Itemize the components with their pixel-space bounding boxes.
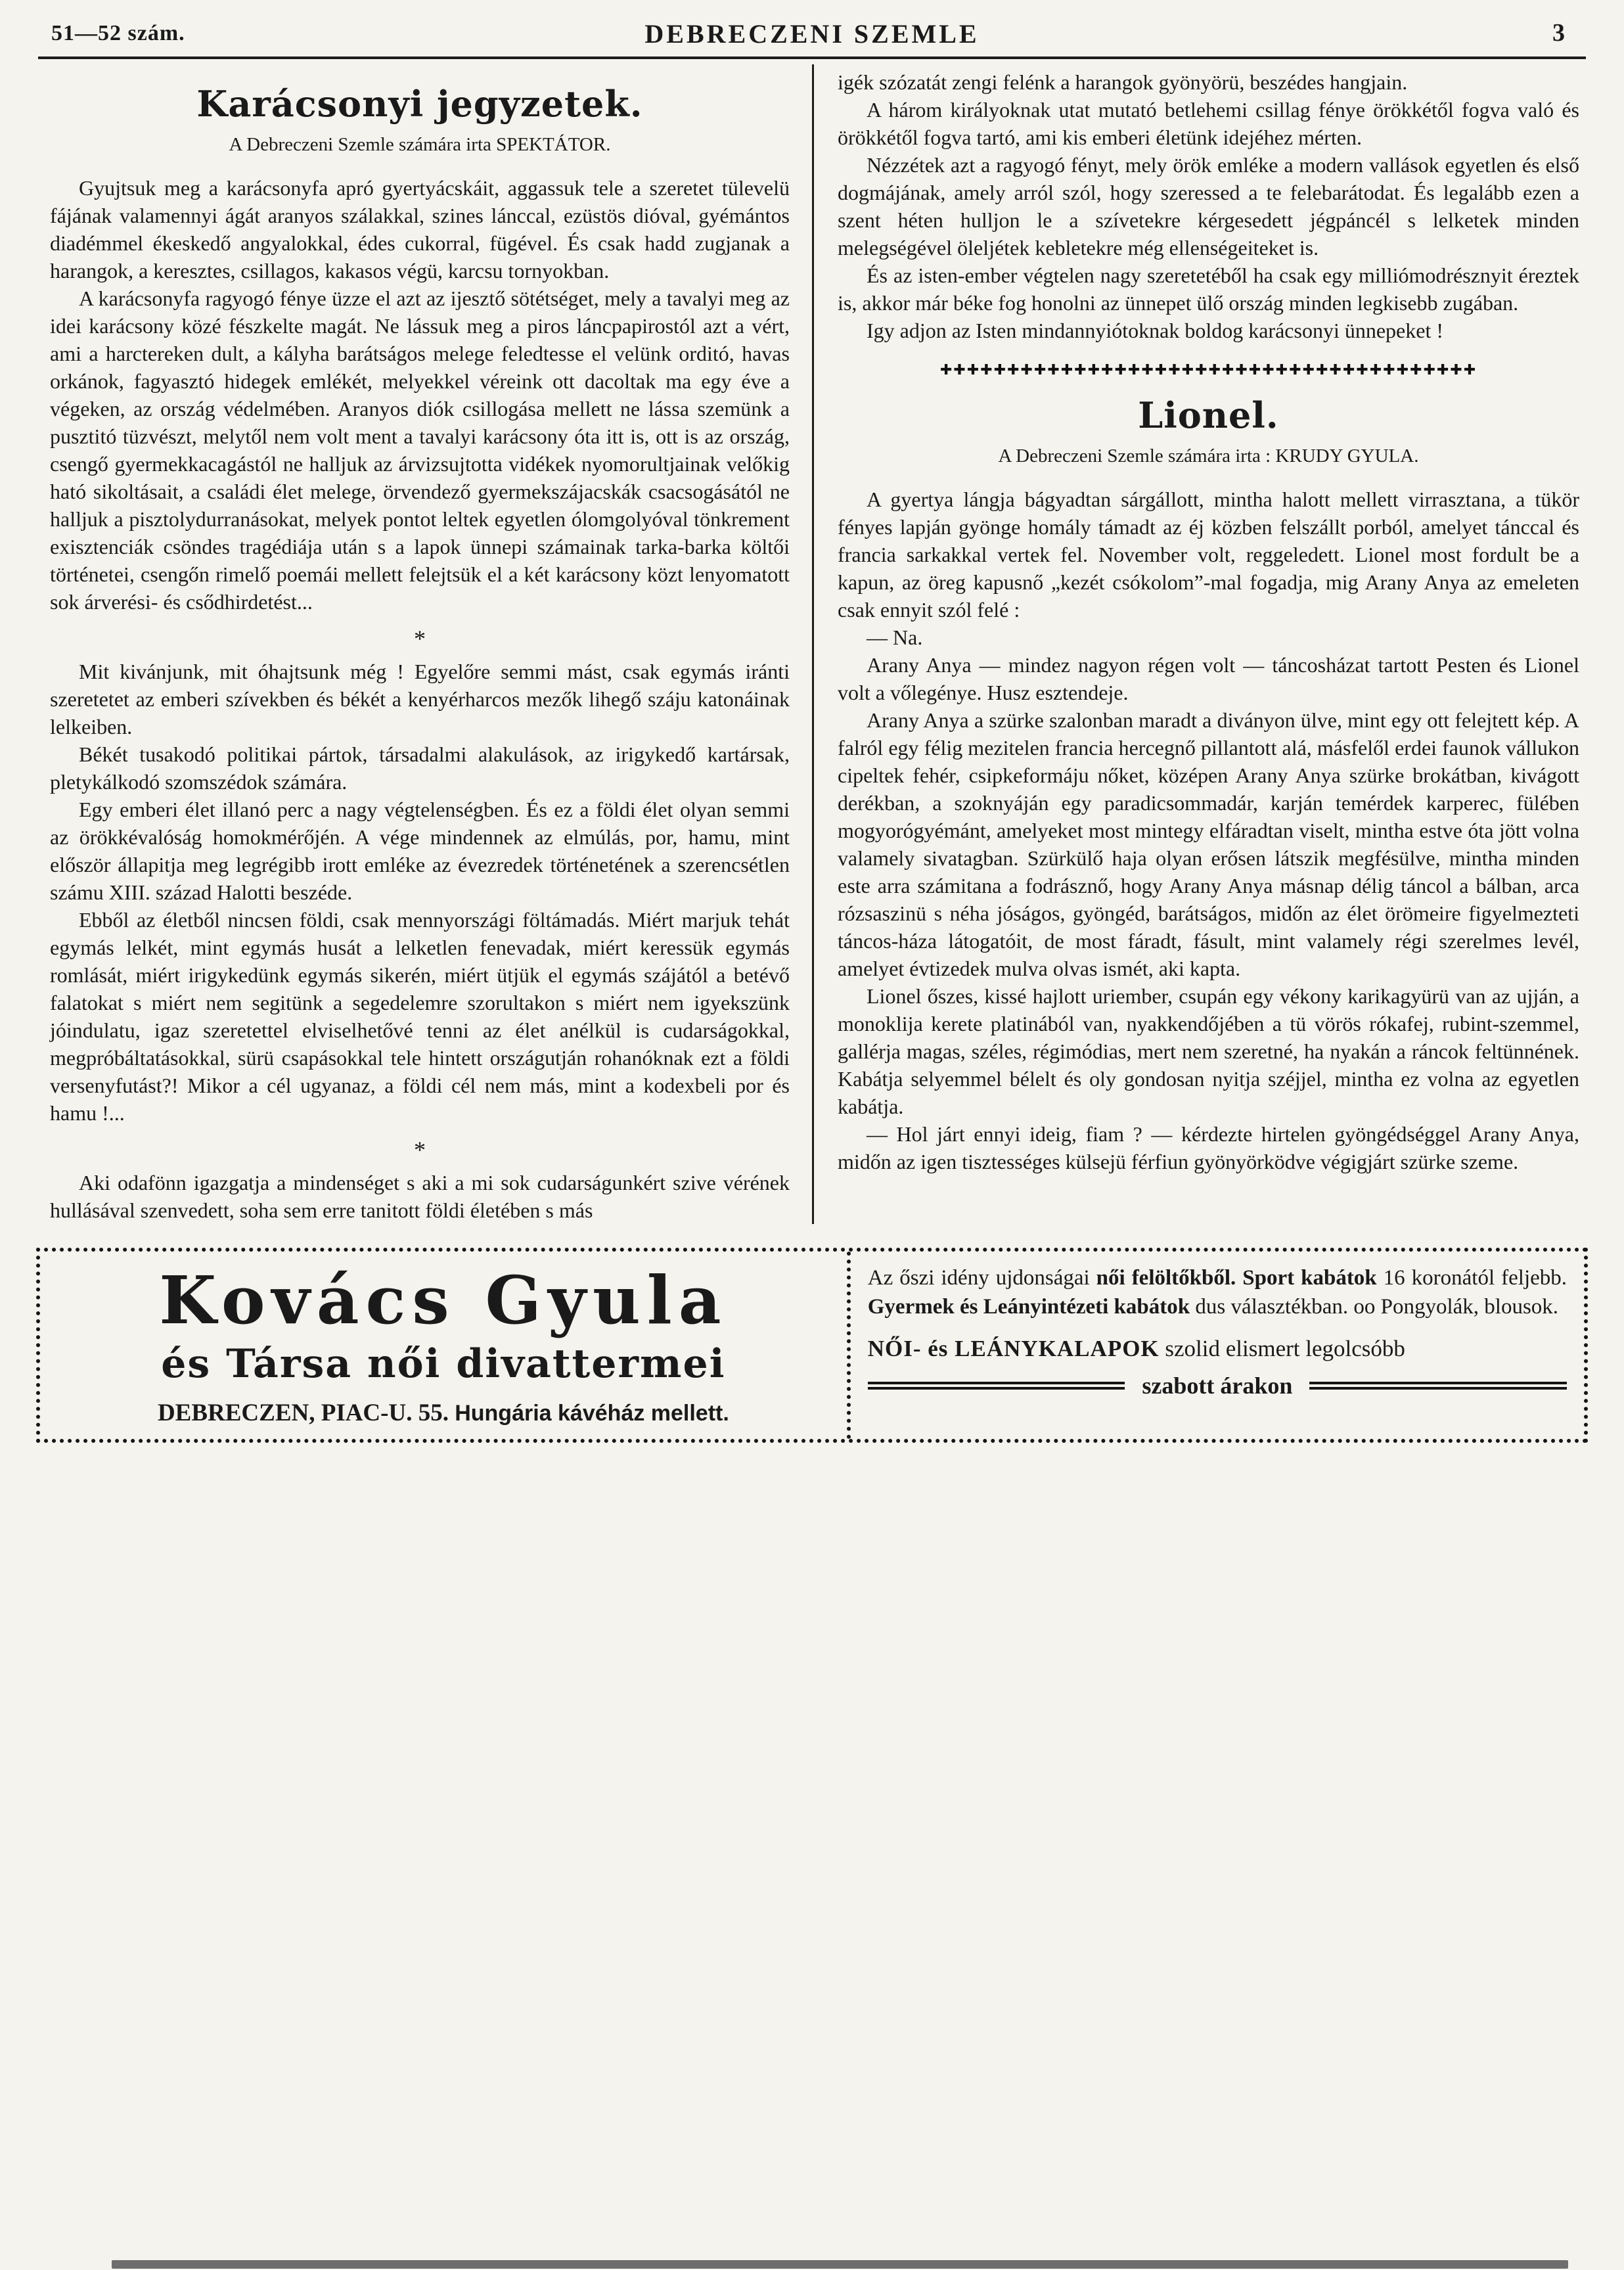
paragraph: Gyujtsuk meg a karácsonyfa apró gyertyácskáit, aggassuk tele a szeretet tülevelü fájának valamennyi ágát aranyos szálakkal, szines lánccal, ezüstös dióval, gyémántos diadémmel ékeskedő angyalokkal, édes cukorral, fügével. És csak hadd zugjanak a harangok, a keresztes, csillagos, kakasos végü, karcsu tornyokban. bbox=[50, 176, 790, 283]
newspaper-title: DEBRECZENI SZEMLE bbox=[644, 19, 980, 49]
paragraph: Egy emberi élet illanó perc a nagy végtelenségben. És ez a földi élet olyan semmi az örökkévalóság homokmérőjén. A vége mindennek az elmúlás, por, hamu, mint először állapitja meg legrégibb irott emléke az évezredek történetének a szerencsétlen számu XIII. század Halotti beszéde. bbox=[50, 798, 790, 904]
paragraph: Nézzétek azt a ragyogó fényt, mely örök emléke a modern vallások egyetlen és első dogmájának, amely arról szól, hogy szeressed a te felebarátodat. És legalább ezen a szent héten hulljon le a szívetekre kérgesedett jégpáncél s lelketek minden melegségével öleljétek kebletekre még ellenségeiteket is. bbox=[838, 153, 1579, 260]
paragraph: Ebből az életből nincsen földi, csak mennyországi föltámadás. Miért marjuk tehát egymás lelkét, mint egymás husát a lelketlen fenevadak, miért keressük egymás romlását, miért irigykedünk egymás sikerén, miért ütjük el egymás szájától a betévő falatokat s miért nem segitünk a segedelemre szorultakon s miért nem igyekszünk jóindulatu, igaz szeretettel elviselhetővé tenni az élet anélkül is cudarságokkal, megpróbáltatásokkal, sürü csapásokkal tele hintett országutján rohanóknak ezt a földi versenyfutást?! Mikor a cél ugyanaz, a földi cél nem más, mint a kodexbeli por és hamu !... bbox=[50, 908, 790, 1125]
ad-offer-seg: Az őszi idény ujdonságai bbox=[867, 1266, 1096, 1290]
section-separator-star: * bbox=[414, 625, 426, 652]
dialog-line: — Hol járt ennyi ideig, fiam ? — kérdezte hirtelen gyöngédséggel Arany Anya, midőn az igen tisztességes külsejü férfiun gyönyörködve végigjárt szürke szeme. bbox=[838, 1122, 1579, 1173]
ad-address-street: DEBRECZEN, PIAC-U. 55. bbox=[157, 1399, 449, 1426]
ad-hats-bold: NŐI- és LEÁNYKALAPOK bbox=[867, 1336, 1160, 1361]
ad-offer-seg: dus választékban. oo Pongyolák, blousok. bbox=[1190, 1295, 1559, 1319]
paragraph: A karácsonyfa ragyogó fénye üzze el azt az ijesztő sötétséget, mely a tavalyi meg az idei karácsony közé fészkelte magát. Ne lássuk meg a piros láncpapirostól azt a vért, ami a harctereken dult, a kályha barátságos melege feledtesse el velünk orditó, havas orkánok, fagyasztó hidegek emlékét, melyekkel véreink ott dacoltak ma egy éve a végeken, az ország védelmében. Aranyos diók csillogása mellett ne lássa szemünk a pusztitó tüzvészt, melytől nem volt ment a tavalyi karácsony óta itt is, ott is az ország, csengő gyermekkacagástól ne halljuk az árvizsujtotta vidékek nyomorultjainak velőkig ható sikoltásait, a családi élet melege, örvendező gyermekszájacskák csacsogásától ne halljuk a pisztolydurranásokat, melyek pontot leltek egyetlen ólomgolyóval tönkrement exisztenciák csöndes tragédiája után s a lapok ünnepi számainak tarka-barka költői történetei, csengőn rimelő poemái mellett felejtsük el a két karácsony közt lenyomatott sok árverési- és csődhirdetést... bbox=[50, 286, 790, 614]
left-column bbox=[41, 64, 812, 1224]
paragraph: Arany Anya — mindez nagyon régen volt — táncosházat tartott Pesten és Lionel volt a vőlegénye. Husz esztendeje. bbox=[838, 653, 1579, 704]
paragraph: A három királyoknak utat mutató betlehemi csillag fénye örökkétől fogva való és örökkétől fogva tartó, ami kis emberi életünk idejéhez mérten. bbox=[838, 98, 1579, 149]
ad-offer-text bbox=[868, 1263, 1567, 1321]
ad-offer-block bbox=[851, 1252, 1584, 1439]
ad-company-address bbox=[56, 1399, 831, 1427]
scan-artifact-strip bbox=[112, 2260, 1568, 2269]
paragraph-continuation: igék szózatát zengi felénk a harangok gyönyörü, beszédes hangjain. bbox=[838, 70, 1408, 94]
ad-company-block bbox=[40, 1252, 851, 1439]
article-title-lionel: Lionel. bbox=[1138, 394, 1279, 436]
article-byline-karacsonyi: A Debreczeni Szemle számára irta SPEKTÁTOR. bbox=[229, 134, 611, 155]
ad-company-subtitle: és Társa női divattermei bbox=[161, 1341, 726, 1387]
ad-hats-rest: szolid elismert legolcsóbb bbox=[1159, 1336, 1405, 1361]
section-separator-star: * bbox=[414, 1137, 426, 1163]
ad-company-name: Kovács Gyula bbox=[159, 1261, 728, 1339]
page-number: 3 bbox=[1552, 19, 1565, 47]
ad-fixed-prices-text: szabott árakon bbox=[1142, 1373, 1293, 1399]
paragraph: Aki odafönn igazgatja a mindenséget s aki a mi sok cudarságunkért szive vérének hullásával szenvedett, soha sem erre tanitott földi életében s más bbox=[50, 1171, 790, 1222]
ad-fixed-prices-row bbox=[868, 1371, 1567, 1400]
issue-number: 51—52 szám. bbox=[51, 21, 185, 45]
dialog-line: — Na. bbox=[867, 625, 923, 649]
paragraph: És az isten-ember végtelen nagy szeretetéből ha csak egy milliómodrésznyit éreztek is, akkor már béke fog honolni az ünnepet ülő ország minden legkisebb zugában. bbox=[838, 263, 1579, 315]
double-rule-right bbox=[1309, 1382, 1567, 1390]
ad-offer-seg-bold: Gyermek és Leányintézeti kabátok bbox=[867, 1295, 1190, 1319]
paragraph: Arany Anya a szürke szalonban maradt a diványon ülve, mint egy ott felejtett kép. A falról egy félig mezitelen francia hercegnő pillantott alá, másfelől erdei faunok vállukon cipeltek fehér, csipkeformáju nőket, középen Arany Anya szürke brokátban, kivágott derékban, a szoknyáján egy paradicsommadár, karján temérdek karperec, fülében mogyorógyémánt, amelyeket most mintegy elfáradtan viselt, mintha estve óta jött volna valamely sivatagban. Szürkülő haja olyan erősen látszik megfésülve, mintha minden este arra számitana a fodrásznő, hogy Arany Anya másnap délig táncol a bálban, arca rózsaszinü s néha jóságos, gyöngéd, barátságos, midőn az élet örömeire figyelmezteti táncos-háza látogatóit, de most fáradt, fásult, mint valamely régi szerelmes levél, amelyet évtizedek mulva olvas ismét, aki kapta. bbox=[838, 708, 1579, 980]
cross-ornament-divider: ✚✚✚✚✚✚✚✚✚✚✚✚✚✚✚✚✚✚✚✚✚✚✚✚✚✚✚✚✚✚✚✚✚✚✚✚✚✚✚✚ bbox=[939, 361, 1477, 378]
paragraph: Mit kivánjunk, mit óhajtsunk még ! Egyelőre semmi mást, csak egymás iránti szeretetet az emberi szívekben és békét a kenyérharcos mezők lihegő száju katonáinak lelkeiben. bbox=[50, 660, 790, 738]
page-header bbox=[0, 0, 1624, 57]
double-rule-left bbox=[868, 1382, 1125, 1390]
ad-offer-seg-bold: női felöltőkből. Sport kabátok bbox=[1096, 1266, 1377, 1290]
article-byline-lionel: A Debreczeni Szemle számára irta : KRUDY GYULA. bbox=[998, 445, 1419, 466]
article-title-karacsonyi: Karácsonyi jegyzetek. bbox=[196, 83, 643, 125]
paragraph: Békét tusakodó politikai pártok, társadalmi alakulások, az irigykedő kartársak, pletykálkodó szomszédok számára. bbox=[50, 742, 790, 794]
ad-offer-seg: 16 koronától feljebb. bbox=[1376, 1266, 1568, 1290]
paragraph: A gyertya lángja bágyadtan sárgállott, mintha halott mellett virrasztana, a tükör fényes lapján gyönge homály támadt az éj közben felszállt porból, amelyet tánccal és francia sarkakkal vertek fel. November volt, reggeledett. Lionel most fordult be a kapun, az öreg kapusnő „kezét csókolom”-mal fogadja, mig Arany Anya az emeleten csak ennyit szól felé : bbox=[838, 488, 1579, 622]
ad-address-landmark: Hungária kávéház mellett. bbox=[455, 1401, 729, 1426]
advertisement-box bbox=[36, 1248, 1588, 1443]
right-column bbox=[812, 64, 1583, 1224]
ad-hats-line bbox=[868, 1334, 1567, 1363]
paragraph: Lionel őszes, kissé hajlott uriember, csupán egy vékony karikagyürü van az ujján, a monoklija kerete platinából van, nyakkendőjében a tü vörös rókafej, rubint-szemmel, gallérja magas, széles, régimódias, mert nem szeretné, ha nyakán a ráncok feltünnének. Kabátja selyemmel bélelt és oly gondosan nyitja széjjel, mintha ez volna az egyetlen kabátja. bbox=[838, 984, 1579, 1118]
paragraph: Igy adjon az Isten mindannyiótoknak boldog karácsonyi ünnepeket ! bbox=[867, 319, 1443, 342]
article-columns bbox=[0, 59, 1624, 1224]
